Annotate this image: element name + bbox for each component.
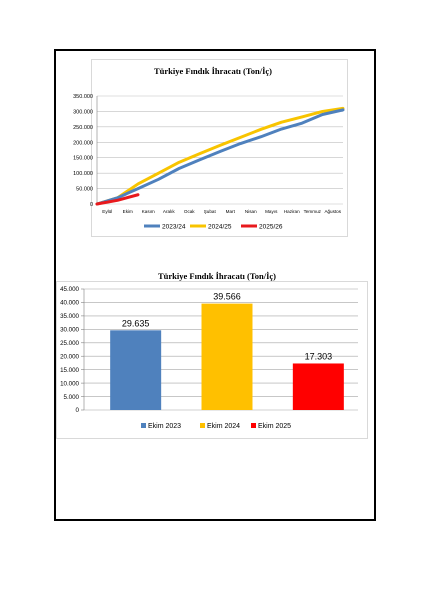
- y-tick-label: 100.000: [73, 171, 93, 178]
- x-tick-label: Nisan: [244, 209, 257, 214]
- y-tick-label: 0: [75, 407, 79, 415]
- legend-label: 2023/24: [162, 223, 186, 231]
- y-tick-label: 25.000: [60, 339, 79, 347]
- data-label: 39.566: [213, 291, 241, 302]
- y-tick-label: 150.000: [73, 155, 93, 162]
- y-tick-label: 50.000: [76, 186, 93, 193]
- bar: [110, 330, 161, 410]
- y-tick-label: 30.000: [60, 326, 79, 334]
- x-tick-label: Eylül: [102, 209, 113, 214]
- line-chart-title: Türkiye Fındık İhracatı (Ton/İç): [154, 66, 272, 76]
- y-tick-label: 250.000: [73, 124, 93, 131]
- bar: [202, 304, 253, 410]
- x-tick-label: Şubat: [203, 209, 216, 214]
- legend-swatch: [251, 423, 256, 428]
- y-tick-label: 0: [89, 202, 93, 208]
- x-tick-label: Ekim: [122, 209, 133, 214]
- y-tick-label: 350.000: [73, 94, 93, 100]
- x-tick-label: Temmuz: [303, 209, 321, 214]
- legend-swatch: [200, 423, 205, 428]
- legend-label: 2025/26: [259, 223, 283, 231]
- y-tick-label: 10.000: [60, 380, 79, 388]
- legend-label: Ekim 2025: [258, 423, 292, 430]
- y-tick-label: 300.000: [73, 109, 93, 116]
- x-tick-label: Aralık: [162, 209, 175, 214]
- data-label: 29.635: [121, 318, 150, 329]
- legend-label: 2024/25: [208, 223, 232, 231]
- legend-label: Ekim 2024: [207, 423, 241, 430]
- legend-swatch: [141, 423, 146, 428]
- y-tick-label: 15.000: [60, 366, 79, 374]
- x-tick-label: Mart: [225, 209, 235, 214]
- y-tick-label: 35.000: [60, 313, 79, 321]
- y-tick-label: 40.000: [60, 299, 79, 307]
- y-tick-label: 5.000: [63, 393, 79, 401]
- x-tick-label: Kasım: [141, 209, 155, 214]
- y-tick-label: 20.000: [60, 353, 79, 361]
- x-tick-label: Haziran: [283, 209, 300, 214]
- legend-label: Ekim 2023: [148, 423, 182, 430]
- y-tick-label: 200.000: [73, 140, 93, 147]
- x-tick-label: Ağustos: [324, 209, 342, 214]
- bar-chart-title: Türkiye Fındık İhracatı (Ton/İç): [158, 271, 276, 281]
- data-label: 17.303: [304, 351, 333, 362]
- y-tick-label: 45.000: [60, 286, 79, 294]
- x-tick-label: Mayıs: [265, 209, 278, 214]
- bar: [293, 363, 344, 410]
- x-tick-label: Ocak: [183, 209, 195, 214]
